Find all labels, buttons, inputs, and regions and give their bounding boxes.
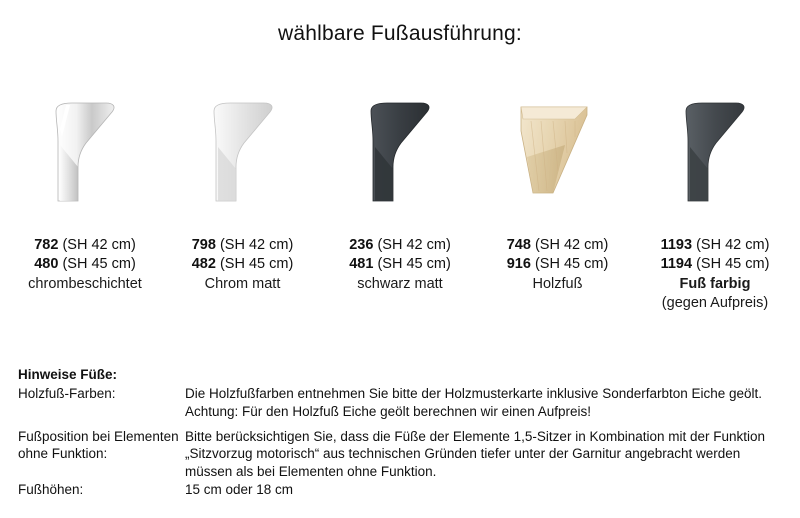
foot-sh-line2: (SH 45 cm) bbox=[219, 256, 294, 272]
foot-code-line1: 798 bbox=[191, 237, 216, 253]
note-text: 15 cm oder 18 cm bbox=[185, 482, 294, 497]
foot-code-line2: 916 bbox=[506, 256, 531, 272]
foot-code-line1: 1193 bbox=[660, 237, 693, 253]
note-label: Holzfuß-Farben: bbox=[18, 385, 116, 401]
foot-sh-line1: (SH 42 cm) bbox=[377, 237, 451, 253]
foot-code-line2: 481 bbox=[349, 256, 374, 272]
foot-code-line2: 482 bbox=[191, 256, 216, 272]
foot-wood-icon bbox=[483, 96, 633, 206]
foot-name: Fuß farbig bbox=[679, 276, 751, 292]
foot-chrome-glossy-icon bbox=[10, 96, 160, 206]
foot-black-matt-icon bbox=[325, 96, 475, 206]
foot-codes bbox=[10, 236, 160, 274]
note-row-foot-position bbox=[18, 428, 788, 481]
foot-sh-line2: (SH 45 cm) bbox=[534, 256, 609, 272]
foot-codes bbox=[168, 236, 318, 274]
note-text: Die Holzfußfarben entnehmen Sie bitte der Holzmusterkarte inklusive Sonderfarbton Eiche geölt. bbox=[185, 385, 763, 401]
foot-option-2[interactable] bbox=[168, 96, 318, 294]
foot-sh-line2: (SH 45 cm) bbox=[377, 256, 451, 272]
foot-code-line1: 236 bbox=[349, 237, 374, 253]
page-title: wählbare Fußausführung: bbox=[278, 22, 522, 45]
foot-codes bbox=[325, 236, 475, 274]
foot-name: schwarz matt bbox=[357, 276, 443, 292]
foot-codes bbox=[640, 236, 790, 274]
foot-chrome-matt-icon bbox=[168, 96, 318, 206]
foot-codes bbox=[483, 236, 633, 274]
feet-options-row bbox=[10, 96, 790, 313]
foot-colored-icon bbox=[640, 96, 790, 206]
foot-option-5[interactable] bbox=[640, 96, 790, 313]
foot-option-1[interactable] bbox=[10, 96, 160, 294]
foot-name: Holzfuß bbox=[532, 276, 583, 292]
note-text: Achtung: Für den Holzfuß Eiche geölt berechnen wir einen Aufpreis! bbox=[185, 404, 591, 419]
note-text: Bitte berücksichtigen Sie, dass die Füße der Elemente 1,5-Sitzer in Kombination mit der Funktion „Sitzvorzug motorisch“ aus technischen Gründen tiefer unter der Garnitur angebracht werden müssen als bei Elementen ohne Funktion. bbox=[185, 428, 766, 479]
foot-sh-line2: (SH 45 cm) bbox=[62, 256, 136, 272]
foot-option-3[interactable] bbox=[325, 96, 475, 294]
notes-section bbox=[18, 366, 788, 499]
notes-heading: Hinweise Füße: bbox=[18, 367, 118, 382]
note-row-attention bbox=[18, 403, 788, 421]
note-label: Fußhöhen: bbox=[18, 482, 84, 497]
foot-sh-line2: (SH 45 cm) bbox=[696, 256, 770, 272]
note-row-wood-colors bbox=[18, 385, 788, 403]
foot-sh-line1: (SH 42 cm) bbox=[62, 237, 136, 253]
note-row-foot-heights bbox=[18, 481, 788, 499]
foot-sh-line1: (SH 42 cm) bbox=[219, 237, 294, 253]
foot-code-line2: 480 bbox=[34, 256, 59, 272]
foot-sh-line1: (SH 42 cm) bbox=[696, 237, 770, 253]
foot-name: Chrom matt bbox=[204, 276, 281, 292]
foot-name: chrombeschichtet bbox=[28, 276, 142, 292]
foot-code-line2: 1194 bbox=[660, 256, 693, 272]
foot-code-line1: 748 bbox=[506, 237, 531, 253]
foot-note: (gegen Aufpreis) bbox=[661, 295, 769, 311]
foot-code-line1: 782 bbox=[34, 237, 59, 253]
note-label: Fußposition bei Elementen ohne Funktion: bbox=[18, 428, 179, 461]
foot-sh-line1: (SH 42 cm) bbox=[534, 237, 609, 253]
foot-option-4[interactable] bbox=[483, 96, 633, 294]
